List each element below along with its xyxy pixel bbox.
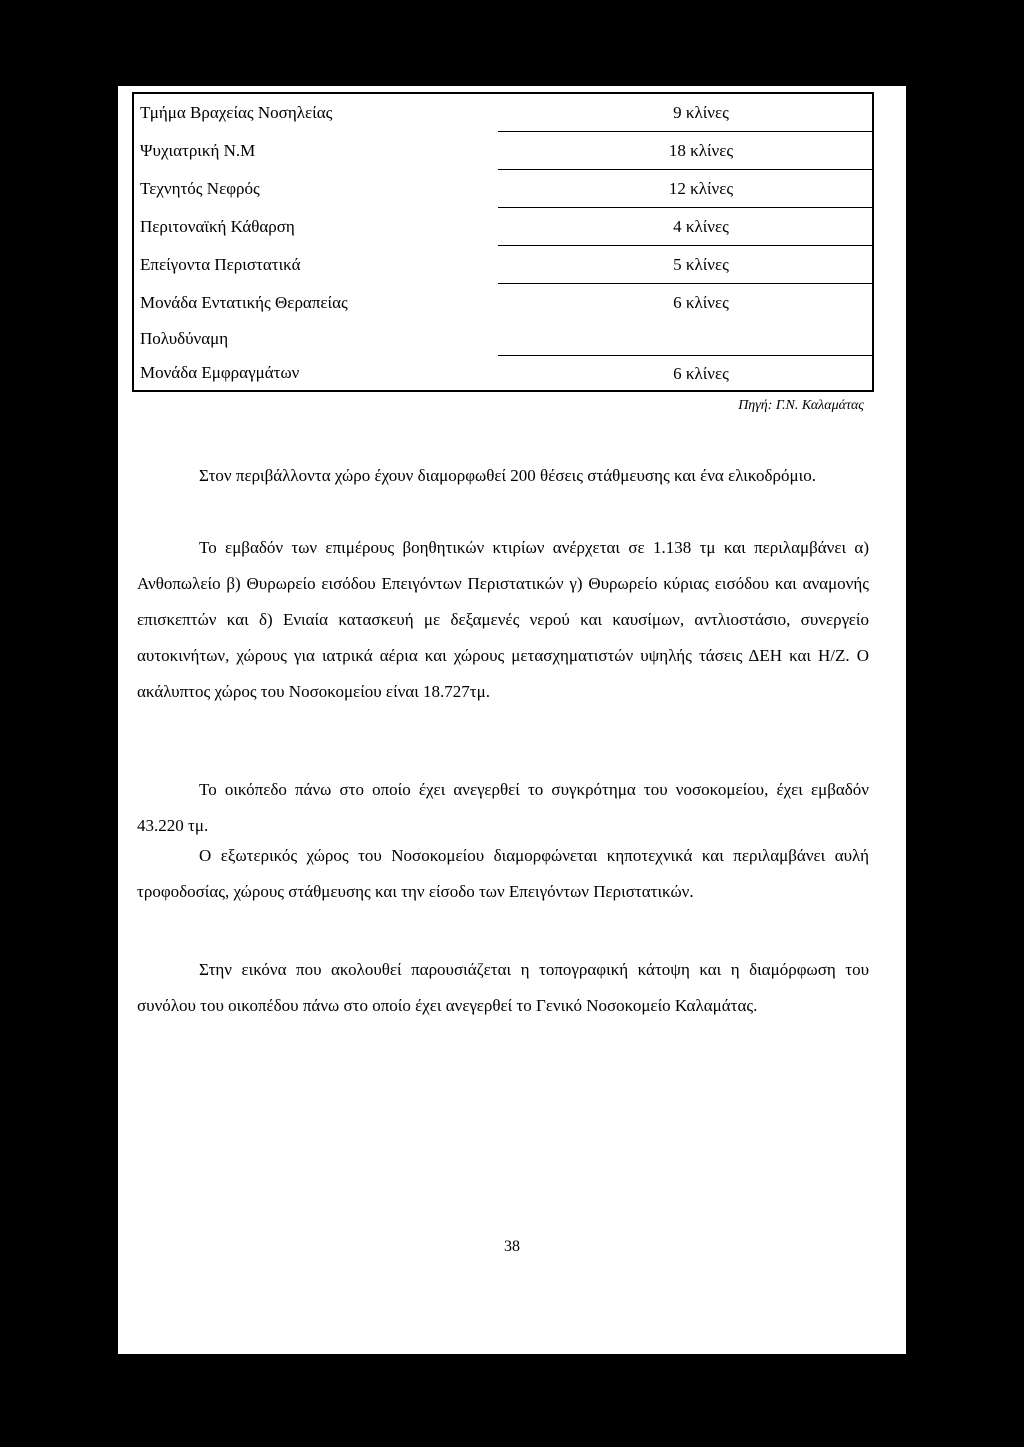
beds-cell: 5 κλίνες	[498, 246, 873, 284]
department-cell: Πολυδύναμη	[133, 321, 498, 356]
department-cell: Περιτοναϊκή Κάθαρση	[133, 208, 498, 246]
beds-cell: 18 κλίνες	[498, 132, 873, 170]
table-row	[133, 321, 873, 356]
department-cell: Τεχνητός Νεφρός	[133, 170, 498, 208]
paragraph	[137, 772, 869, 844]
table-row	[133, 132, 873, 170]
beds-cell: 6 κλίνες	[498, 284, 873, 322]
department-cell: Μονάδα Εμφραγμάτων	[133, 356, 498, 392]
table-row	[133, 356, 873, 392]
department-cell: Ψυχιατρική Ν.Μ	[133, 132, 498, 170]
table-row	[133, 93, 873, 132]
beds-table	[132, 92, 874, 392]
table-row	[133, 208, 873, 246]
paragraph	[137, 530, 869, 710]
table-row	[133, 170, 873, 208]
document-page	[118, 86, 906, 1354]
table-row	[133, 284, 873, 322]
department-cell: Επείγοντα Περιστατικά	[133, 246, 498, 284]
paragraph-text: Ο εξωτερικός χώρος του Νοσοκομείου διαμορφώνεται κηποτεχνικά και περιλαμβάνει αυλή τροφοδοσίας, χώρους στάθμευσης και την είσοδο των Επειγόντων Περιστατικών.	[137, 846, 869, 901]
beds-cell: 9 κλίνες	[498, 93, 873, 132]
paragraph-text: Το οικόπεδο πάνω στο οποίο έχει ανεγερθεί το συγκρότημα του νοσοκομείου, έχει εμβαδόν 43.220 τμ.	[137, 780, 869, 835]
paragraph	[137, 838, 869, 910]
beds-cell: 4 κλίνες	[498, 208, 873, 246]
paragraph-text: Το εμβαδόν των επιμέρους βοηθητικών κτιρίων ανέρχεται σε 1.138 τμ και περιλαμβάνει α) Ανθοπωλείο β) Θυρωρείο εισόδου Επειγόντων Περιστατικών γ) Θυρωρείο κύριας εισόδου και αναμονής επισκεπτών και δ) Ενιαία κατασκευή με δεξαμενές νερού και καυσίμων, αντλιοστάσιο, συνεργείο αυτοκινήτων, χώρους για ιατρικά αέρια και χώρους μετασχηματιστών υψηλής τάσεις ΔΕΗ και Η/Ζ. Ο ακάλυπτος χώρος του Νοσοκομείου είναι 18.727τμ.	[137, 538, 869, 701]
paragraph	[137, 952, 869, 1024]
table-row	[133, 246, 873, 284]
beds-cell: 6 κλίνες	[498, 356, 873, 392]
department-cell: Μονάδα Εντατικής Θεραπείας	[133, 284, 498, 322]
paragraph	[137, 458, 869, 494]
page-number: 38	[504, 1238, 520, 1255]
beds-cell: 12 κλίνες	[498, 170, 873, 208]
paragraph-text: Στον περιβάλλοντα χώρο έχουν διαμορφωθεί 200 θέσεις στάθμευσης και ένα ελικοδρόμιο.	[199, 466, 816, 485]
paragraph-text: Στην εικόνα που ακολουθεί παρουσιάζεται η τοπογραφική κάτοψη και η διαμόρφωση του συνόλου του οικοπέδου πάνω στο οποίο έχει ανεγερθεί το Γενικό Νοσοκομείο Καλαμάτας.	[137, 960, 869, 1015]
table-source: Πηγή: Γ.Ν. Καλαμάτας	[738, 398, 864, 413]
department-cell: Τμήμα Βραχείας Νοσηλείας	[133, 93, 498, 132]
beds-cell	[498, 321, 873, 356]
